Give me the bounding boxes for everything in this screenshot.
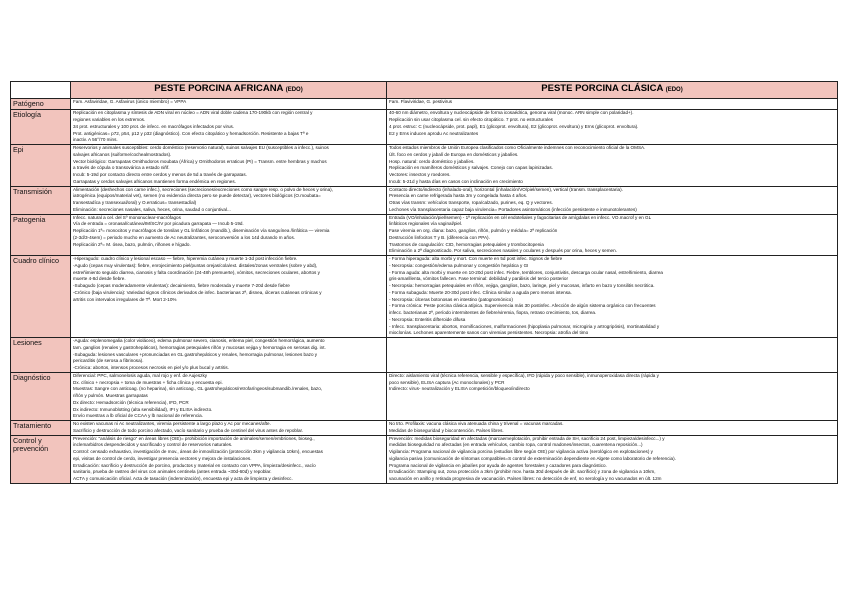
cell-line: 4 prot. estruc: C (nucleocápside, prot. papl), E1 (glicoprot. envoltura), E2 (glicoprot. envoltura) y Erns (glicoprot. envoltura). [389,123,639,129]
cell-line: Presencia en carne refrigerada hasta 3m y congelada hasta 4 años. [389,193,528,199]
cell-line: 34 prot. estructurales y 100 prot. de infecc. en macrófagos infectados por virus. [73,123,235,129]
cell-line: riñón y pulmón. Muestras garrapatas [73,393,148,399]
cell-line: Prot. antigénicas= p72, p54, p12 y p32 (diagnóstico). Con efecto citopático y hemadsorción. Resistente a bajas Tª e [73,130,309,136]
cell-line: inactiv. A 56°/70 mins. [73,137,118,143]
cell-line: - Infecc. transplacentaria: abortos, momificaciones, malformaciones (hipoplasia pulmonar, microgiria y artrogripósis), mortinatalidad y [389,323,660,329]
cell-line: Dx indirecto: Inmunoblotting (alta sensibilidad), IFI y ELISA indirecto. [73,406,213,412]
table-row [11,372,838,420]
classical-cell [387,145,838,187]
cell-line: -Crónica: abortos, intensos procesos necrosis en piel y/o plus bucal y artritis. [73,365,230,371]
cell-line: -Subaguda: lesiones vasculares +pronunciadas en GL gastrohepáticos y renales, hemorragia pulmonar, lesiones bazo y [73,351,318,357]
classical-cell [387,435,838,483]
cell-line: Destrucción linfocitos T y B. (diferencia con PPA). [389,234,490,240]
row-label: Diagnóstico [11,372,71,420]
african-title: PESTE PORCINA AFRICANA [154,83,284,94]
classical-cell [387,338,838,373]
african-cell [71,372,387,420]
cell-line: vacunación en anillo y retirada progresiva de vacunación. Países libres: no detección de enf, no serología y no vacunados en últ. 12m [389,476,662,482]
row-label: Tratamiento [11,421,71,436]
table-row [11,99,838,110]
row-label: Control y prevención [11,435,71,483]
cell-line: Replicación 1ª= monocitos y macrófagos de tonsilas y GL linfáticos (mandib.), diseminación vía sanguínea /linfática — viremia [73,228,330,234]
cell-line: Indirecto: virus- neutralización y ELISA competición/bloqueo/indirecto [389,386,530,392]
cell-line: Contacto directo/indirecto (inhalado-oral), horizontal (inhalación/VO/piel/semen), vertical (transm. transplacentaria). [389,186,623,192]
cell-line: gris-amarillenta, vómitos fallecen. Fase terminal: debilidad y parálisis del tercio posterior [389,276,568,282]
table-row [11,256,838,338]
cell-line: Incub: 5-19d por contacto directo entre cerdos y menos de 5d a través de garrapatas. [73,172,247,178]
cell-line: Reservorios y animales susceptibles: cerdo doméstico (reservorio natural), suinos salvajes EU (susceptibles a infecc.), suinos [73,145,329,151]
cell-line: vigilancia pasiva (comunicación de síntomas compatibles=S control de exterminación dependiente en Algete como laboratorio de referencia). [389,455,676,461]
row-label: Patógeno [11,99,71,110]
cell-line: Replicación en citoplasma y síntesis de ADN viral en núcleo = ADN viral doble cadena 170-190kb con región central y [73,110,313,116]
cell-line: - Forma subaguda: Muerte 20-30d post infec. Clínica similar a aguda pero menos intensa. [389,289,572,295]
cell-line: inclemarbidros despendecidos y sacrificado y control de reservorios naturales. [73,442,233,448]
african-cell [71,421,387,436]
row-label: Lesiones [11,338,71,373]
row-label: Cuadro clínico [11,256,71,338]
cell-line: Garrapatas y cerdos salvajes africanos mantienen forma endémica en regiones. [73,178,236,184]
cell-line: Lechones vía transplacentaria capaz baja virulencia= Portadores asintomáticos (infección persistente e inmunotolerantes) [389,206,637,212]
cell-line: epi, visitas de control de cerdo, investigar presencia vectores y mejora de instalaciones. [73,455,252,461]
cell-line: (2-3d/3-4sem) = periodo mucho en aumento de Ac neutralizantes, seroconversión a los 14d durando m años. [73,234,296,240]
cell-line: linfáticos regionales vía vaginal/piel. [389,221,463,227]
cell-line: -Crónico (baja virulencia): Variedad signos clínicos derivados de infec. bacterianas 2ª, disnea, úlceras cutáneas crónicas y [73,289,322,295]
classical-cell [387,256,838,338]
cell-line: -Aguda: esplenomegalia (color violáceo), edema pulmonar severo, cianosis, eritema piel, congestión hemorrágica, aumento [73,338,325,344]
cell-line: Fase viremia en org. diana: bazo, ganglios, riñón, pulmón y médula= 2ª replicación [389,228,558,234]
cell-line: Erradicación: Stamping out, zona protección a 3km (prohibir mov. hasta 30d después de últ. sacrificio) y zona de vigilancia a 10km, [389,469,656,475]
cell-line: Envío muestras a lb oficial de CCAA y lb nacional de referencia. [73,413,203,419]
african-edo-tag: (EDO) [285,87,303,93]
cell-line: -Subagudo (cepas moderadamente virulentas): decaimiento, fiebre moderada y muerte 7-20d desde fiebre [73,283,290,289]
row-label: Transmisión [11,186,71,214]
cell-line: Trastornos de coagulación: CID, hemorragias petequiales y trombocitopenia [389,241,544,247]
cell-line: - Necropsia: Enteritis difteroide difusa [389,316,466,322]
table-row [11,186,838,214]
cell-line: Vectores: insectos y roedores. [389,172,451,178]
header-row [11,82,838,99]
cell-line: Fam. Asfaviridae, G. Asfavirus (único miembro) = VPPA [73,99,187,104]
table-row [11,338,838,373]
cell-line: Programa nacional de vigilancia en jabalíes por ayuda de agentes forestales y cazadores para diagnóstico. [389,462,607,468]
cell-line: muerte 4-8d desde fiebre. [73,276,126,282]
cell-line: salvajes africanos (suiforme/cochealmostrados). [73,151,172,157]
cell-line: -Hiperagudo: cuadro clínico y lesional escaso — fiebre, hiperemia cutánea y muerte 1-3d post infección fiebre. [73,256,298,262]
classical-title: PESTE PORCINA CLÁSICA [541,83,664,94]
cell-line: Eliminación a 2ª diagnosticado. Por saliva, secreciones nasales y oculares y después por orina, heces y semen. [389,248,617,254]
classical-cell [387,421,838,436]
cell-line: Replicación 2ª= M. ósea, bazo, pulmón, riñones e hígado. [73,241,191,247]
cell-line: Erradicación: sacrificio y destrucción de porcino, productos y material en contacto con VPPA, limpieza/desinfecc., vacío [73,462,316,468]
classical-cell [387,99,838,110]
african-cell [71,99,387,110]
cell-line: estreñimiento seguido diarrea, cianosis y falta coordinación (24-48h premuerte), vómitos, secreciones oculares, abortos y [73,269,320,275]
cell-line: poco sensible), ELISA captura (Ac monoclonales) y PCR [389,379,505,385]
cell-line: - Necropsia: úlceras botonosas en intestino (patognomónico) [389,296,513,302]
cell-line: regiones variables en los extremos. [73,117,146,123]
cell-line: ACTA y comunicación oficial. Acta de tasación (indemnización), encuesta epi y acta de limpieza y desinfecc. [73,476,293,482]
cell-line: - Necropsia: congestión/edema pulmonar y congestión hepática y GI [389,262,529,268]
cell-line: sanitario, prueba de rastreo del virus con animales centinela (antes entrada ~30d-60d) y repoblar. [73,469,272,475]
cell-line: mioclonías. Lechones aparentemente sanos con viremias persistentes. Necropsia: atrofia del timo [389,330,589,336]
cell-line: - Forma aguda: alta morbi y muerte en 10-20d post infec. Fiebre, temblores, conjuntivitis, descarga ocular nasal, estreñimiento, diarrea [389,269,663,275]
corner-cell [11,82,71,99]
cell-line: 40-60 nm diámetro, envoltura y nucleocápside de forma icosaédrica, genoma viral (monoc. ARN simple con polaridad+). [389,110,634,116]
african-cell [71,145,387,187]
cell-line: Prevención: "análisis de riesgo" en áreas libres (OIE)= prohibición importación de animales/semen/embriones, bioseg., [73,435,315,441]
cell-line: medidas bioseguridad no afectadas (en entrada vehículos, cambio ropa, control madones/insectos, cuarentena reposición...) [389,442,643,448]
cell-line: a través de cópula o transovárica a estado niñf. [73,165,170,171]
cell-line: - Forma crónica: Peste porcina clásica atípica. Supervivencia más 30 postinfec. Afección de algún sistema orgánico con frecuentes [389,303,656,309]
cell-line: Vector biológico: Garrapatas Ornithodoros moubata (África) y Ornithodoros erraticus (PI) = Transm. entre hembras y machos [73,158,327,164]
table-row [11,435,838,483]
cell-line: Eliminación: secreciones nasales, saliva, heces, orina, saudad o conjuntival... [73,206,231,212]
classical-cell [387,186,838,214]
classical-cell [387,214,838,256]
cell-line: Alimentación (deshechos con carne infec.), secreciones (secreciones/excreciones como sangre resp. o polvo de heces y orina), [73,186,333,192]
cell-line: artritis con intervalos irregulares de Tª. Mort 2-10% [73,296,177,302]
cell-line: Infecc. natural a cel. del Sº mononuclear-macrófagos [73,214,181,220]
classical-cell [387,372,838,420]
classical-edo-tag: (EDO) [665,87,683,93]
column-header-african [71,82,387,99]
cell-line: Vía de entrada = oronasal/cutánea/IM/SC/IV por picadura garrapata — Incub 5-19d. [73,221,244,227]
table-row [11,214,838,256]
cell-line: Dx. clínico + necropsia + toma de muestras + ficha clínica y encuesta epi. [73,379,223,385]
cell-line: Prevención: medidas bioseguridad en afectadas (marcaemeplotación, prohibir entrada de SH, sacrificio 24 post, limpieza/desinfecc...) y [389,435,665,441]
table-row [11,421,838,436]
cell-line: Incub: 5-21d y hasta días en casos con inclinación en crecimiento [389,178,523,184]
cell-line: Fam. Flaviviridae, G. pestivirus [389,99,453,104]
comparison-table [10,81,838,484]
cell-line: Últ. foco en cerdos y jabalí de Europa en domésticos y jabalíes. [389,151,519,157]
cell-line: infecc. bacterianas 2ª, período intermitentes de fiebre/viremia, fiopra, retraso crecimiento, tos, diarrea. [389,310,597,316]
cell-line: Todos estados miembros de Unión Europea clasificados como Oficialmente indemnes con reconocimiento oficial de la OMSA. [389,145,646,151]
african-cell [71,338,387,373]
cell-line: tam. ganglios (renales y gastrohepáticos), hemorragias petequiales riñón y mucosas vejiga y hemorragia en serosas dig. int. [73,344,326,350]
cell-line: Otras vías transm: vehículos transporte, ropa/calzado, purines, eq. Q y vectores. [389,200,553,206]
row-label: Etiología [11,110,71,145]
cell-line: Vigilancia: Programa nacional de vigilancia porcina (estudios libre según OIE) por vigilancia activa (serológico en explotaciones) y [389,449,653,455]
cell-line: iatrogénica (equipos/material vet), semen (no evidencia directa pero se puede detectar), vectores biológicos (O.moubata= [73,193,321,199]
cell-line: Replicación sin usar citoplasma cel. sin efecto citopático. 7 prot. no estructurales [389,117,553,123]
table-row [11,145,838,187]
cell-line: Sacrificio y destrucción de todo porcino afectado, vacío sanitario y prueba de centinel del virus antes de repoblar. [73,427,304,433]
cell-line: E2 y Erns inducen aprodu Ac neutralizantes [389,130,479,136]
cell-line: transestadíca y transexual/oral) y O.erraticus= transestadíal) [73,200,197,206]
cell-line: Diferencial: PPC, salmonelosis aguda, mal rojo y enf. de Aujeszky [73,372,208,378]
african-cell [71,214,387,256]
cell-line: Dx directo: Hemadsorción (técnica referencia), IFD, PCR [73,399,189,405]
cell-line: No existen vacunas ni Ac neutralizantes, viremia persistente a largo plazo y Ac por mecanes/afte. [73,421,271,427]
cell-line: Control: censado exhaustivo, investigación de mov., áreas de inmovilización (protección 3km y vigilancia 10km), encuestas [73,449,323,455]
cell-line: - Necropsia: hemorragias petequiales en riñón, vejiga, ganglios, bazo, laringe, piel y mucosas, infarto en bazo y tonsilitis necrótica. [389,283,655,289]
row-label: Epi [11,145,71,187]
cell-line: -Agudo (cepas muy virulentas): fiebre, enrojecimiento piel/puntas orejas/cola/ext. distales/zonas ventrales (sobre y abd), [73,262,318,268]
cell-line: Hosp. natural: cerdo doméstico y jabalíes. [389,158,475,164]
cell-line: Replicación en mamíferos domésticos y salvajes. Conejo con capas lapinizadas. [389,165,553,171]
cell-line: pericarditis (de serosa a fibrinosa). [73,358,144,364]
cell-line: Muestras: Sangre con anticoag. (no heparina), sin anticoag., GL gastrohepáticos/retrofaríngeos/submandib./renales, bazo, [73,386,323,392]
row-label: Patogenia [11,214,71,256]
african-cell [71,256,387,338]
classical-cell [387,110,838,145]
cell-line: No trto. Profilaxis: vacuna clásica viva atenuada china y trivenal = vacunas marcadas. [389,421,564,427]
cell-line: - Forma hiperaguda: alta morbi y mort. Con muerte en 5d post infec. Signos de fiebre [389,256,563,262]
african-cell [71,435,387,483]
cell-line: Directo: aislamiento viral (técnica referencia, sensible y específica), IFD (rápida y poco sensible), inmunoperoxidasa directa (rápida y [389,372,659,378]
cell-line: Entrada (VO/inhalación/piel/semen) - 1ª replicación en cél endoteliales y fagocitarias de amígdalas en infecc. VO.macrof y en GL [389,214,652,220]
table-row [11,110,838,145]
column-header-classical [387,82,838,99]
comparison-sheet [10,81,837,484]
african-cell [71,110,387,145]
cell-line: Medidas de bioseguridad y biocontención. Países libres. [389,427,504,433]
african-cell [71,186,387,214]
